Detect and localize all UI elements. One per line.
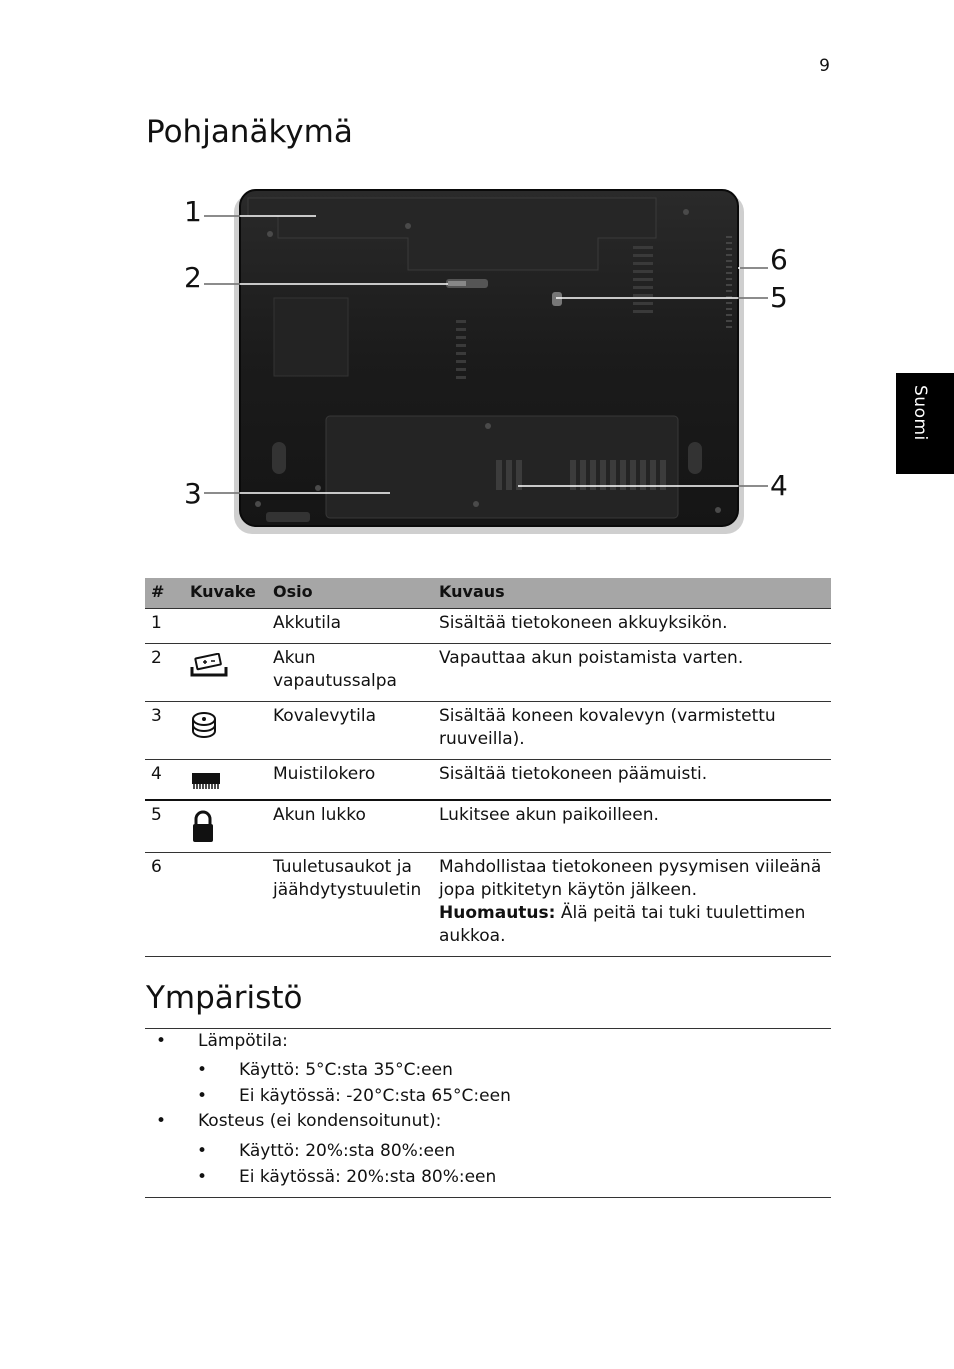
header-icon: Kuvake: [184, 578, 267, 609]
row-part: Kovalevytila: [267, 702, 433, 760]
lock-icon: [190, 810, 216, 844]
header-number: #: [145, 578, 184, 609]
table-row: [145, 609, 831, 644]
row-description: Sisältää tietokoneen päämuisti.: [433, 760, 831, 801]
header-part: Osio: [267, 578, 433, 609]
table-header-row: [145, 578, 831, 609]
row-description: Lukitsee akun paikoilleen.: [433, 800, 831, 853]
row-number: 6: [145, 853, 184, 957]
list-item: • Käyttö: 5°C:sta 35°C:een: [197, 1060, 453, 1080]
table-row: [145, 800, 831, 853]
laptop-bottom-illustration: [178, 186, 798, 538]
callout-3: 3: [184, 477, 202, 510]
laptop-bottom-figure: [178, 186, 798, 538]
battery-release-icon: [190, 653, 228, 681]
row-number: 1: [145, 609, 184, 644]
language-tab-label: Suomi: [910, 385, 930, 441]
environment-list: [145, 1028, 831, 1198]
row-description: Mahdollistaa tietokoneen pysymisen viileänä jopa pitkitetyn käytön jälkeen. Huomautus: Älä peitä tai tuki tuulettimen aukkoa.: [433, 853, 831, 957]
list-item: • Kosteus (ei kondensoitunut):: [156, 1111, 442, 1131]
note-label: Huomautus:: [439, 903, 556, 923]
list-item: • Ei käytössä: 20%:sta 80%:een: [197, 1167, 497, 1187]
list-item: • Käyttö: 20%:sta 80%:een: [197, 1141, 456, 1161]
table-row: [145, 853, 831, 957]
row-description: Vapauttaa akun poistamista varten.: [433, 644, 831, 702]
row-part: Akun lukko: [267, 800, 433, 853]
list-item: • Ei käytössä: -20°C:sta 65°C:een: [197, 1086, 511, 1106]
page-number: 9: [819, 56, 830, 76]
row-part: Muistilokero: [267, 760, 433, 801]
section-title-bottom-view: Pohjanäkymä: [146, 114, 353, 150]
table-row: [145, 644, 831, 702]
row-number: 3: [145, 702, 184, 760]
callout-4: 4: [770, 469, 788, 502]
hard-disk-icon: [190, 711, 220, 743]
row-part: Akkutila: [267, 609, 433, 644]
language-tab: [896, 373, 954, 474]
header-description: Kuvaus: [433, 578, 831, 609]
note-text: Älä peitä tai tuki tuulettimen aukkoa.: [439, 903, 806, 946]
table-row: [145, 760, 831, 801]
list-item: • Lämpötila:: [156, 1031, 288, 1051]
row-description: Sisältää koneen kovalevyn (varmistettu ruuveilla).: [433, 702, 831, 760]
callout-5: 5: [770, 281, 788, 314]
row-number: 4: [145, 760, 184, 801]
callout-1: 1: [184, 195, 202, 228]
row-part: Tuuletusaukot ja jäähdytystuuletin: [267, 853, 433, 957]
table-row: [145, 702, 831, 760]
callout-2: 2: [184, 261, 202, 294]
section-title-environment: Ympäristö: [146, 980, 303, 1016]
row-number: 5: [145, 800, 184, 853]
memory-icon: [190, 769, 222, 791]
row-number: 2: [145, 644, 184, 702]
parts-table: [145, 578, 831, 957]
callout-6: 6: [770, 243, 788, 276]
row-description: Sisältää tietokoneen akkuyksikön.: [433, 609, 831, 644]
row-part: Akun vapautussalpa: [267, 644, 433, 702]
